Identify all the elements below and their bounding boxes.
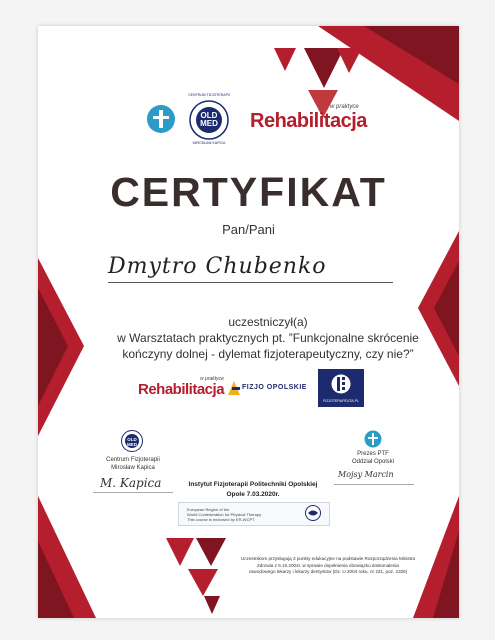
erwcpt-line2: World Confederation for Physical Therapy <box>187 512 262 517</box>
right-signatory-line1: Prezes PTF <box>357 451 389 457</box>
pt-caption: FIZJOTERAPEUTA.PL <box>323 399 359 403</box>
oldmed-ring-top: CENTRUM FIZJOTERAPII <box>188 93 230 97</box>
name-underline <box>108 282 393 283</box>
erwcpt-text <box>187 507 287 522</box>
erwcpt-line3: This course is endorsed by ER-WCPT <box>187 517 255 522</box>
oldmed-logo <box>188 93 230 145</box>
salutation: Pan/Pani <box>222 222 275 237</box>
sponsor-pt-logo <box>318 369 364 407</box>
footnote-line1: Uczestnikom przysługują 3 punkty edukacyjne na podstawie Rozporządzenia Ministra <box>240 556 416 561</box>
institute-name: Instytut Fizjoterapii Politechniki Opolskiej <box>188 481 318 488</box>
footnote-line2: Zdrowia z 6.10.2004r. w sprawie dopełnienia obowiązku doskonalenia <box>257 562 399 568</box>
pt-mark-icon <box>331 373 351 395</box>
footnote-line3: zawodowego lekarzy i lekarzy dentystów (Dz. U 2004 roku, nr 231, poz. 2326) <box>248 569 408 574</box>
certificate-title: CERTYFIKAT <box>110 169 387 215</box>
erwcpt-badge <box>178 502 330 526</box>
body-line-1: uczestniczył(a) <box>228 315 308 329</box>
right-signature-line <box>334 484 414 485</box>
sponsor-rehab-logo <box>138 376 225 399</box>
body-line-2: w Warsztatach praktycznych pt. ”Funkcjonalne skrócenie <box>117 331 419 345</box>
oldmed-ring-bottom: MIROSŁAW KAPICA <box>192 141 226 145</box>
sponsor-fizjo-logo <box>228 380 308 396</box>
right-signature: Mojsy Marcin <box>338 470 394 479</box>
left-signature-line <box>93 492 173 493</box>
event-date: Opole 7.03.2020r. <box>226 491 280 498</box>
ptf-logo-icon <box>146 104 176 134</box>
fizjo-mark-icon <box>228 381 240 395</box>
left-signatory-line1: Centrum Fizjoterapii <box>106 457 160 463</box>
institute-block <box>168 480 338 500</box>
left-signature: M. Kapica <box>100 476 162 490</box>
right-signatory-text <box>328 450 418 466</box>
erwcpt-line1: European Region of the <box>187 507 230 512</box>
rehab-sup: w praktyce <box>330 104 359 110</box>
footnote <box>216 556 440 576</box>
sponsor-rehab-word: Rehabilitacja <box>138 381 225 398</box>
erwcpt-globe-icon <box>305 505 321 521</box>
sponsor-rehab-sup: w praktyce <box>200 376 224 382</box>
left-signatory-line2: Mirosław Kapica <box>111 465 155 471</box>
recipient-name: Dmytro Chubenko <box>108 254 327 279</box>
right-signatory-line2: Oddział Opolski <box>351 459 395 465</box>
left-oldmed-logo <box>121 430 143 452</box>
body-text <box>98 314 438 362</box>
fizjo-word: FIZJO OPOLSKIE <box>242 384 307 391</box>
body-line-3: kończyny dolnej - dylemat fizjoterapeutyczny, czy nie?” <box>122 347 414 361</box>
rehab-word: Rehabilitacja <box>250 110 367 132</box>
oldmed-label: OLD MED <box>200 111 218 128</box>
left-oldmed-label: OLD MED <box>127 437 137 447</box>
certificate-sheet <box>38 26 459 618</box>
left-signatory-text <box>88 456 178 472</box>
ptf-small-icon <box>364 430 382 448</box>
